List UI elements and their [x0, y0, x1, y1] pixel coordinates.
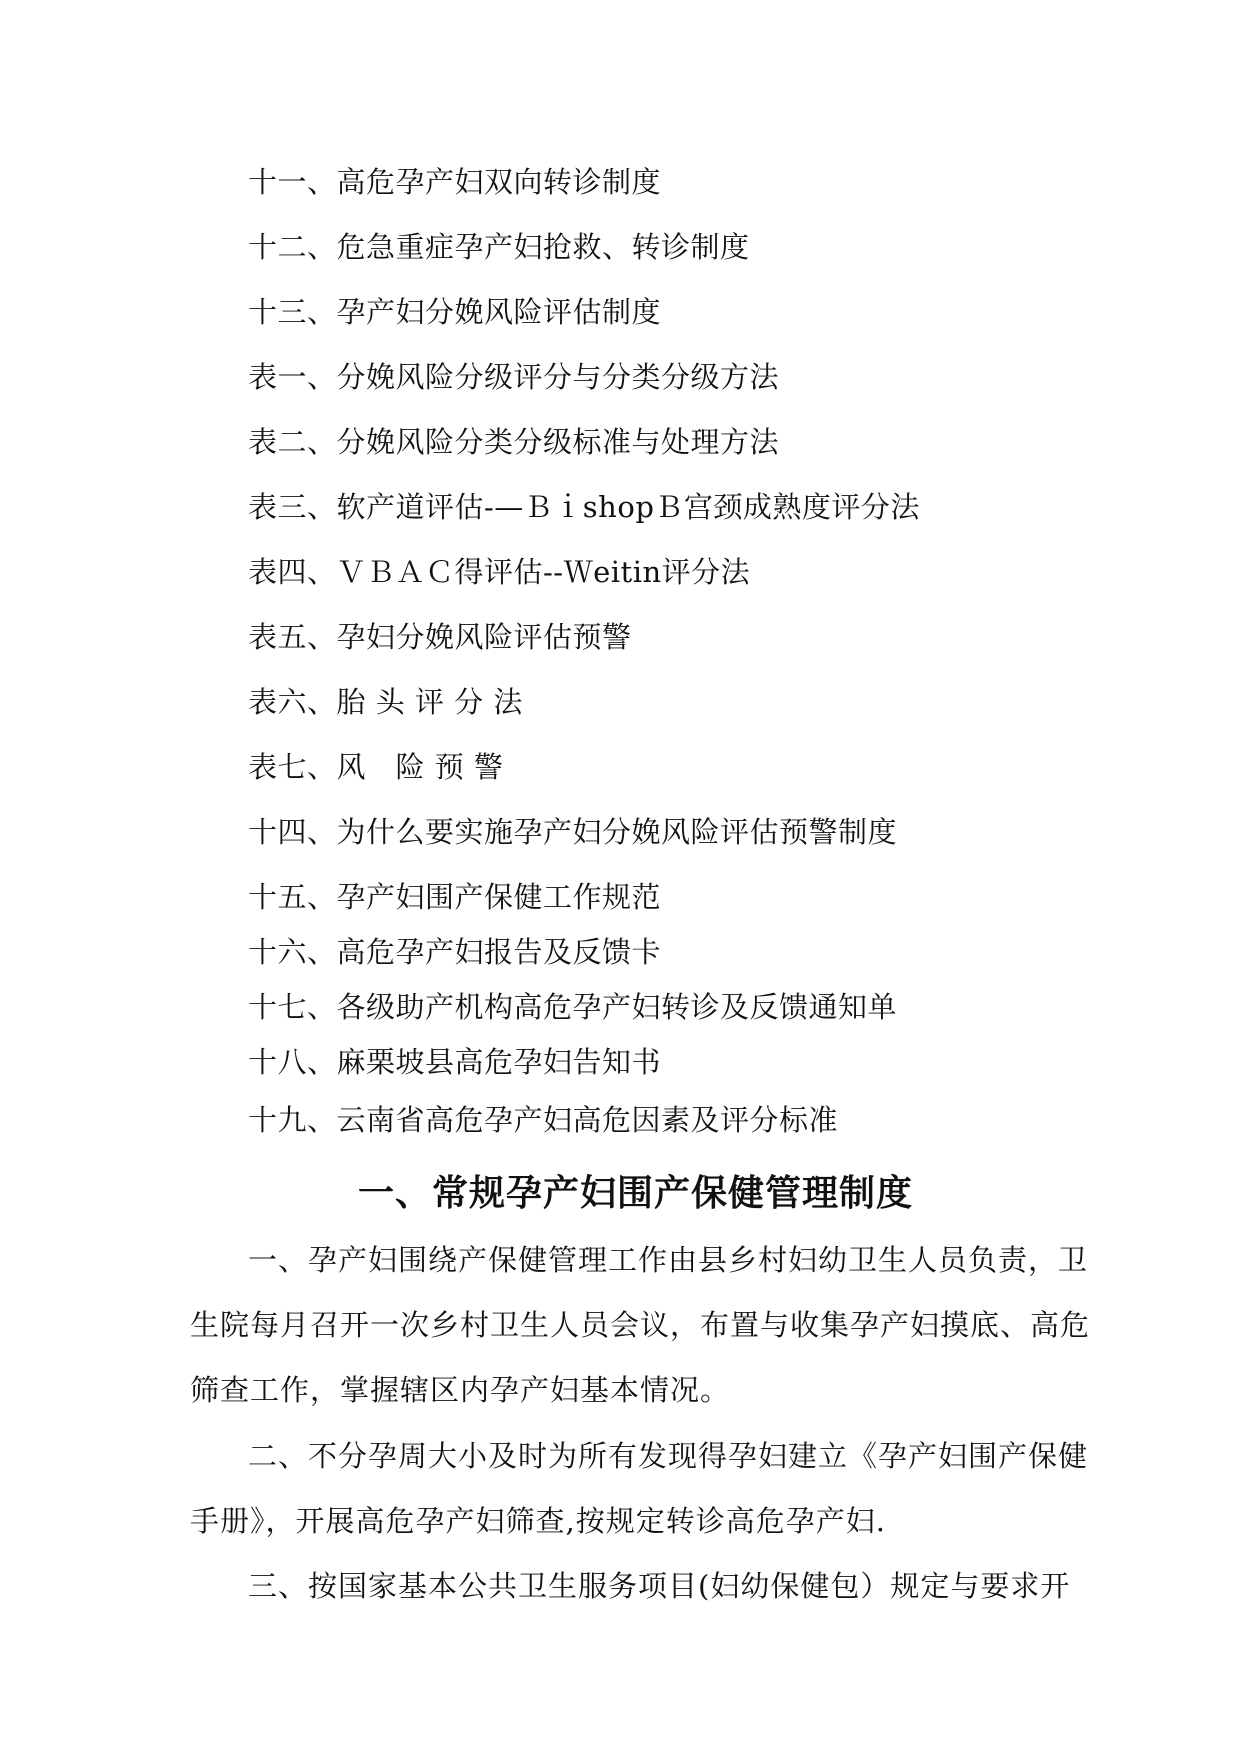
toc-item: 十五、孕产妇围产保健工作规范	[248, 880, 662, 914]
toc-item: 十八、麻栗坡县高危孕妇告知书	[248, 1045, 662, 1079]
toc-item: 十三、孕产妇分娩风险评估制度	[248, 295, 662, 329]
toc-item: 十九、云南省高危孕产妇高危因素及评分标准	[248, 1103, 839, 1137]
toc-item: 十一、高危孕产妇双向转诊制度	[248, 165, 662, 199]
section-title: 一、常规孕产妇围产保健管理制度	[357, 1173, 913, 1214]
paragraph-line: 筛查工作，掌握辖区内孕产妇基本情况。	[190, 1373, 731, 1407]
toc-item: 十七、各级助产机构高危孕产妇转诊及反馈通知单	[248, 990, 898, 1024]
toc-item: 十六、高危孕产妇报告及反馈卡	[248, 935, 662, 969]
paragraph-line: 手册》，开展高危孕产妇筛查,按规定转诊高危孕产妇.	[190, 1504, 886, 1538]
paragraph-line: 生院每月召开一次乡村卫生人员会议，布置与收集孕产妇摸底、高危	[190, 1308, 1091, 1342]
toc-item: 表四、ＶＢＡＣ得评估--Ｗeitin评分法	[248, 555, 751, 589]
paragraph-line: 一、孕产妇围绕产保健管理工作由县乡村妇幼卫生人员负责，卫	[248, 1243, 1089, 1277]
paragraph-line: 二、不分孕周大小及时为所有发现得孕妇建立《孕产妇围产保健	[248, 1439, 1089, 1473]
toc-item: 十四、为什么要实施孕产妇分娩风险评估预警制度	[248, 815, 898, 849]
toc-item: 表七、风 险 预 警	[248, 750, 504, 784]
toc-item: 十二、危急重症孕产妇抢救、转诊制度	[248, 230, 750, 264]
toc-item: 表三、软产道评估-—ＢｉshopＢ宫颈成熟度评分法	[248, 490, 920, 524]
toc-item: 表五、孕妇分娩风险评估预警	[248, 620, 632, 654]
toc-item: 表一、分娩风险分级评分与分类分级方法	[248, 360, 780, 394]
toc-item: 表二、分娩风险分类分级标准与处理方法	[248, 425, 780, 459]
paragraph-line: 三、按国家基本公共卫生服务项目(妇幼保健包）规定与要求开	[248, 1569, 1071, 1603]
toc-item: 表六、胎 头 评 分 法	[248, 685, 523, 719]
